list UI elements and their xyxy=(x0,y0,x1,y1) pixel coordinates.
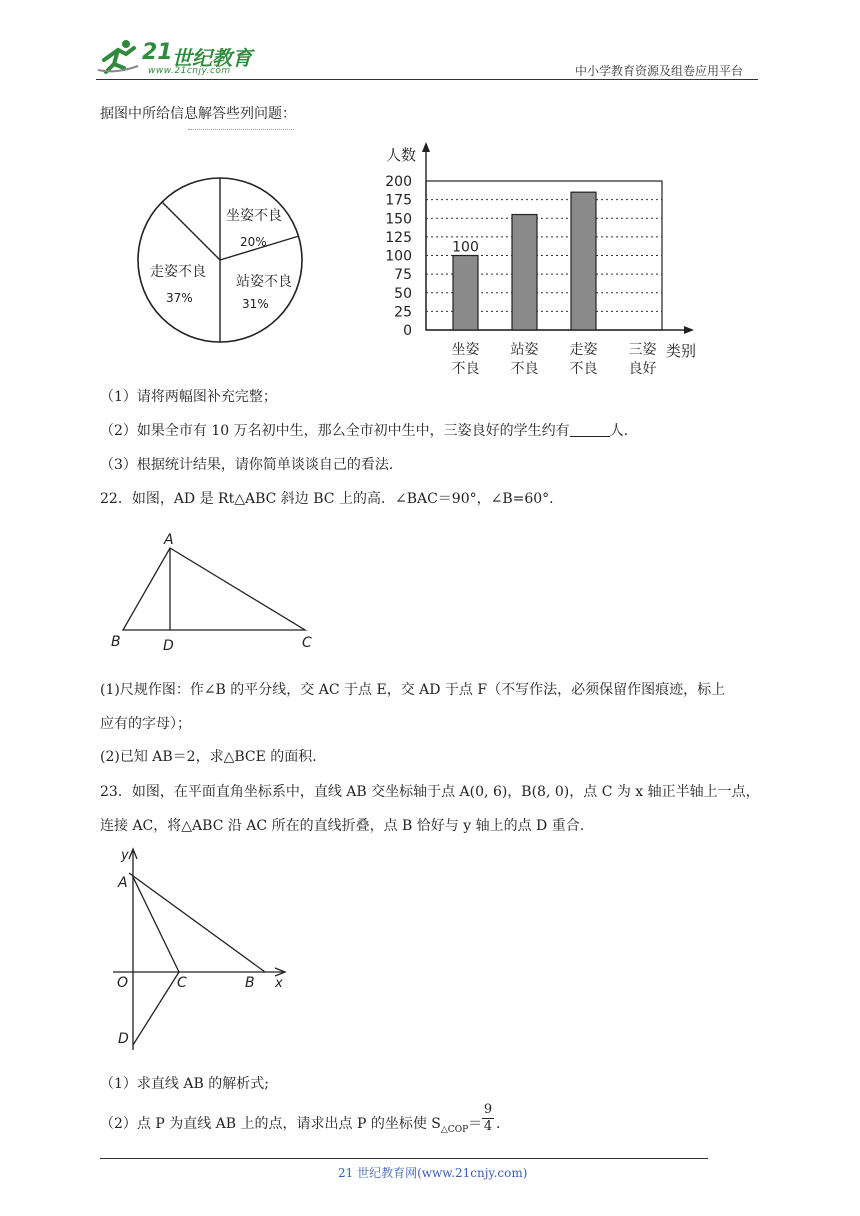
q22-stem: 22．如图，AD 是 Rt△ABC 斜边 BC 上的高．∠BAC＝90°，∠B=60°． xyxy=(100,491,564,507)
q23-part2 xyxy=(100,1114,482,1140)
x-tick-label: 良好 xyxy=(628,361,657,377)
bar-走姿不良 xyxy=(571,192,596,330)
coordinate-figure xyxy=(105,845,300,1055)
pie-percent-sit: 20% xyxy=(240,235,267,249)
data-label: 100 xyxy=(452,239,479,256)
pie-percent-walk: 37% xyxy=(166,291,193,305)
q21-part1: （1）请将两幅图补充完整； xyxy=(100,389,277,405)
pie-label-sit: 坐姿不良 xyxy=(226,208,282,224)
header-rule xyxy=(96,79,758,80)
label-b: B xyxy=(111,634,121,650)
x-tick-label: 不良 xyxy=(510,361,539,377)
y-axis-label: 人数 xyxy=(386,146,417,164)
q23-stem-line2: 连接 AC，将△ABC 沿 AC 所在的直线折叠，点 B 恰好与 y 轴上的点 D 重合. xyxy=(100,818,585,834)
x-tick-label: 不良 xyxy=(569,361,598,377)
x-axis-arrow-icon xyxy=(684,326,694,334)
fraction-numerator: 9 xyxy=(483,1102,493,1117)
y-tick-label: 200 xyxy=(385,174,412,190)
label-d: D xyxy=(118,1031,129,1047)
y-tick-label: 125 xyxy=(385,229,412,246)
y-tick-label: 25 xyxy=(394,304,412,321)
equals-sign: ＝ xyxy=(468,1116,483,1132)
x-tick-label: 站姿 xyxy=(510,342,539,358)
footer-text: 21 世纪教育网(www.21cnjy.com) xyxy=(338,1166,528,1180)
q23-period: . xyxy=(496,1116,501,1132)
pie-label-walk: 走姿不良 xyxy=(150,264,206,280)
runner-logo-icon xyxy=(96,36,140,76)
label-x: x xyxy=(275,976,283,991)
line-cd xyxy=(133,972,179,1045)
area-subscript: △COP xyxy=(440,1124,469,1135)
bar-坐姿不良 xyxy=(453,256,478,331)
q23-part1: （1）求直线 AB 的解析式; xyxy=(100,1076,269,1092)
header-platform-text: 中小学教育资源及组卷应用平台 xyxy=(575,64,744,78)
y-tick-label: 50 xyxy=(394,285,412,302)
label-b: B xyxy=(245,975,255,991)
logo-text: 世纪教育 xyxy=(172,46,252,70)
fraction xyxy=(482,1102,494,1135)
answer-blank[interactable] xyxy=(570,422,610,437)
y-tick-label: 150 xyxy=(385,211,412,228)
triangle-figure xyxy=(105,530,330,655)
footer-rule xyxy=(100,1158,708,1159)
dotted-underline xyxy=(188,129,294,130)
x-axis-label: 类别 xyxy=(666,342,697,360)
label-a: A xyxy=(118,875,128,891)
label-y: y xyxy=(121,848,129,863)
y-tick-label: 100 xyxy=(385,248,412,265)
header-logo xyxy=(96,36,266,80)
bar-站姿不良 xyxy=(512,215,537,330)
logo-number: 21 xyxy=(142,40,173,65)
q23-stem-line1: 23．如图，在平面直角坐标系中，直线 AB 交坐标轴于点 A(0, 6)，B(8, 0)，点 C 为 x 轴正半轴上一点， xyxy=(100,784,760,800)
x-tick-label: 不良 xyxy=(451,361,480,377)
label-a: A xyxy=(164,532,174,548)
fraction-denominator: 4 xyxy=(483,1119,493,1134)
label-d: D xyxy=(163,638,174,654)
x-tick-label: 三姿 xyxy=(628,342,657,358)
q23-part2-text: （2）点 P 为直线 AB 上的点，请求出点 P 的坐标使 S xyxy=(100,1116,441,1132)
q21-part2 xyxy=(100,421,628,441)
line-ac xyxy=(133,877,179,972)
q21-part2-end: 人. xyxy=(609,423,629,439)
q21-part2-text: （2）如果全市有 10 万名初中生，那么全市初中生中，三姿良好的学生约有 xyxy=(100,423,570,439)
line-ab xyxy=(129,873,265,972)
y-tick-label: 75 xyxy=(394,267,412,284)
label-o: O xyxy=(117,975,129,991)
q22-part2: (2)已知 AB＝2，求△BCE 的面积. xyxy=(100,749,317,765)
logo-url: www.21cnjy.com xyxy=(148,66,231,76)
y-tick-label: 175 xyxy=(385,192,412,209)
pie-label-stand: 站姿不良 xyxy=(236,274,292,290)
label-c: C xyxy=(302,635,312,651)
label-c: C xyxy=(177,975,187,991)
y-axis-arrow-icon xyxy=(422,142,430,152)
q22-part1-line1: (1)尺规作图：作∠B 的平分线，交 AC 于点 E，交 AD 于点 F（不写作法，必须保留作图痕迹，标上 xyxy=(100,682,726,698)
intro-text: 据图中所给信息解答些列问题： xyxy=(100,106,296,122)
x-tick-label: 坐姿 xyxy=(451,342,480,358)
bar-chart xyxy=(370,138,710,383)
q21-part3: （3）根据统计结果，请你简单谈谈自己的看法. xyxy=(100,457,394,473)
pie-percent-stand: 31% xyxy=(242,297,269,311)
pie-chart xyxy=(130,170,310,350)
triangle-abc xyxy=(123,548,305,630)
y-tick-label: 0 xyxy=(403,323,412,339)
x-tick-label: 走姿 xyxy=(569,342,598,358)
q22-part1-line2: 应有的字母）； xyxy=(100,716,191,732)
